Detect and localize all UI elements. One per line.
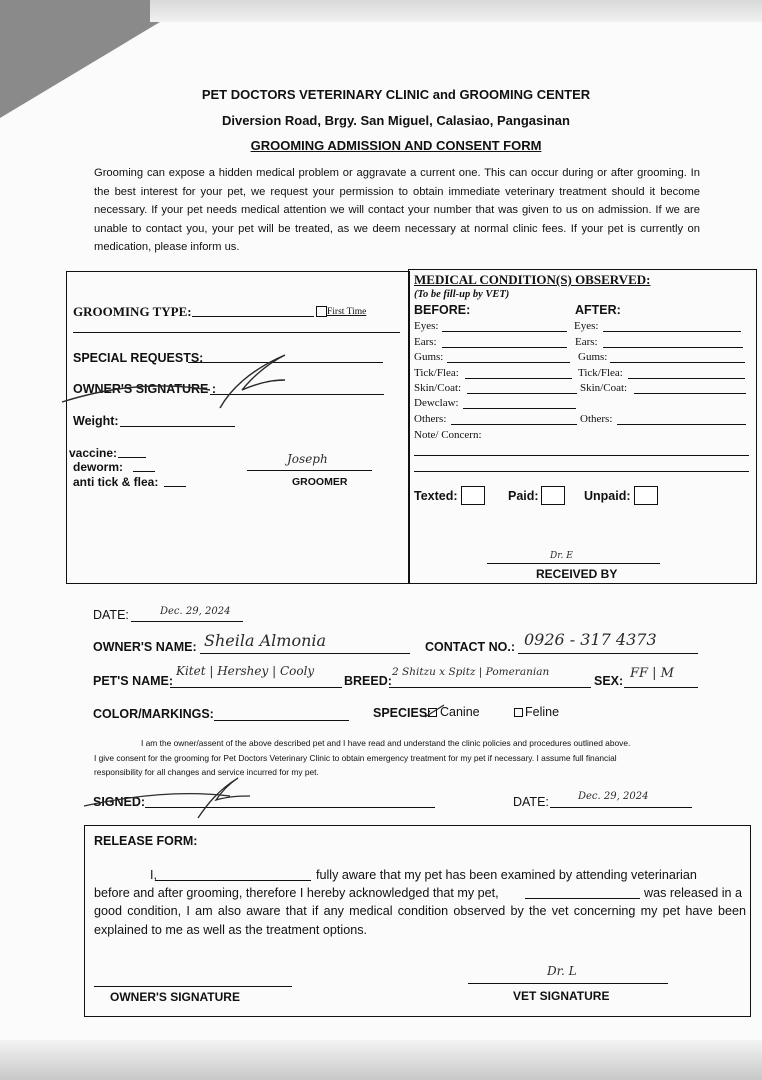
release-pet-field[interactable] bbox=[525, 898, 640, 899]
contact-value: 0926 - 317 4373 bbox=[524, 630, 657, 649]
received-by-line bbox=[487, 563, 660, 564]
vaccine-field[interactable] bbox=[118, 457, 146, 458]
after-skincoat-field[interactable] bbox=[634, 393, 746, 394]
before-tickflea-field[interactable] bbox=[465, 378, 572, 379]
pet-name-label: PET'S NAME: bbox=[93, 674, 174, 688]
anti-tick-field[interactable] bbox=[164, 486, 186, 487]
before-ears: Ears: bbox=[414, 336, 437, 348]
after-others-field[interactable] bbox=[617, 424, 746, 425]
clinic-name: PET DOCTORS VETERINARY CLINIC and GROOMING CENTER bbox=[201, 87, 591, 102]
contact-field[interactable] bbox=[518, 653, 698, 654]
after-ears-field[interactable] bbox=[603, 347, 743, 348]
grooming-type-label: GROOMING TYPE: bbox=[73, 304, 192, 319]
first-time-checkbox[interactable] bbox=[316, 306, 327, 317]
after-others: Others: bbox=[580, 413, 613, 425]
consent-date-label: DATE: bbox=[513, 795, 549, 809]
owner-signature-scribble bbox=[60, 350, 300, 415]
consent-line-2: I give consent for the grooming for Pet Doctors Veterinary Clinic to obtain emergency treatment for my pet if necessary. I assume full financial bbox=[94, 753, 617, 763]
release-text-c: before and after grooming, therefore I hereby acknowledged that my pet, bbox=[94, 886, 499, 900]
feline-checkbox[interactable] bbox=[514, 708, 523, 717]
sex-label: SEX: bbox=[594, 674, 624, 688]
after-eyes-field[interactable] bbox=[603, 331, 741, 332]
release-text-e: good condition, I am also aware that if any medical condition observed by the vet concerning my pet have been explained to me as well as the treatment options. bbox=[94, 904, 746, 937]
before-gums: Gums: bbox=[414, 351, 444, 363]
before-eyes-field[interactable] bbox=[442, 331, 567, 332]
form-title: GROOMING ADMISSION AND CONSENT FORM bbox=[250, 138, 542, 153]
before-skincoat-field[interactable] bbox=[467, 393, 577, 394]
deworm-field[interactable] bbox=[133, 471, 155, 472]
vet-signature: Dr. L bbox=[547, 964, 577, 978]
deworm-label: deworm: bbox=[73, 460, 124, 474]
clinic-address: Diversion Road, Brgy. San Miguel, Calasiao, Pangasinan bbox=[222, 113, 570, 128]
before-ears-field[interactable] bbox=[442, 347, 567, 348]
before-dewclaw-field[interactable] bbox=[463, 408, 576, 409]
vaccine-label: vaccine: bbox=[69, 446, 118, 460]
before-skincoat: Skin/Coat: bbox=[414, 382, 462, 394]
special-requests-label: SPECIAL REQUESTS: bbox=[73, 351, 204, 365]
unpaid-label: Unpaid: bbox=[584, 489, 631, 503]
sex-field[interactable] bbox=[624, 687, 698, 688]
species-label: SPECIES: bbox=[373, 706, 432, 720]
breed-value: 2 Shitzu x Spitz | Pomeranian bbox=[392, 666, 550, 678]
grooming-type-field[interactable] bbox=[192, 316, 314, 317]
owner-name-field[interactable] bbox=[200, 653, 410, 654]
after-eyes: Eyes: bbox=[574, 320, 599, 332]
breed-field[interactable] bbox=[389, 687, 591, 688]
consent-date-value: Dec. 29, 2024 bbox=[578, 791, 649, 802]
release-vet-sig-label: VET SIGNATURE bbox=[513, 989, 610, 1003]
signed-label: SIGNED: bbox=[93, 795, 146, 809]
release-text-b: fully aware that my pet has been examined by attending veterinarian bbox=[316, 868, 697, 882]
note-label: Note/ Concern: bbox=[414, 429, 482, 441]
received-by-label: RECEIVED BY bbox=[536, 567, 618, 581]
release-vet-sig-line[interactable] bbox=[468, 983, 668, 984]
intro-paragraph: Grooming can expose a hidden medical problem or aggravate a current one. This can occur during or after grooming. In the best interest for your pet, we request your permission to obtain immediate veterinary treatment should it become necessary. If your pet needs medical attention we will contact your number that was given to us on admission. If we are unable to contact you, your pet will be treated, as we deem necessary at normal clinic fees. If your pet is currently on medication, please inform us. bbox=[94, 167, 700, 254]
before-header: BEFORE: bbox=[414, 303, 471, 317]
release-text-a: I, bbox=[150, 868, 157, 882]
anti-tick-label: anti tick & flea: bbox=[73, 475, 159, 489]
release-name-field[interactable] bbox=[155, 880, 311, 881]
release-title: RELEASE FORM: bbox=[94, 834, 198, 848]
release-owner-sig-line[interactable] bbox=[94, 986, 292, 987]
sex-value: FF | M bbox=[630, 666, 674, 681]
breed-label: BREED: bbox=[344, 674, 392, 688]
signed-signature-scribble bbox=[80, 772, 260, 822]
groomer-sig-line bbox=[247, 470, 372, 471]
texted-checkbox[interactable] bbox=[461, 486, 485, 505]
before-gums-field[interactable] bbox=[447, 362, 570, 363]
after-skincoat: Skin/Coat: bbox=[580, 382, 628, 394]
page-edge-shadow bbox=[150, 0, 762, 22]
weight-label: Weight: bbox=[73, 414, 119, 428]
before-eyes: Eyes: bbox=[414, 320, 439, 332]
owner-name-label: OWNER'S NAME: bbox=[93, 640, 197, 654]
grooming-type-line-2[interactable] bbox=[73, 332, 400, 333]
unpaid-checkbox[interactable] bbox=[634, 486, 658, 505]
date-label: DATE: bbox=[93, 608, 129, 622]
feline-label: Feline bbox=[525, 705, 560, 719]
after-header: AFTER: bbox=[575, 303, 621, 317]
before-tickflea: Tick/Flea: bbox=[414, 367, 459, 379]
note-line-1[interactable] bbox=[414, 455, 749, 456]
consent-line-1: I am the owner/assent of the above described pet and I have read and understand the clinic policies and procedures outlined above. bbox=[141, 738, 631, 748]
receiver-signature: Dr. E bbox=[550, 551, 573, 561]
color-field[interactable] bbox=[214, 720, 349, 721]
groomer-name: Joseph bbox=[287, 452, 328, 466]
before-dewclaw: Dewclaw: bbox=[414, 397, 459, 409]
paid-checkbox[interactable] bbox=[541, 486, 565, 505]
medical-subtitle: (To be fill-up by VET) bbox=[414, 289, 510, 300]
note-line-2[interactable] bbox=[414, 471, 749, 472]
after-gums-field[interactable] bbox=[610, 362, 745, 363]
pet-name-field[interactable] bbox=[170, 687, 342, 688]
canine-label: Canine bbox=[440, 705, 480, 719]
paid-label: Paid: bbox=[508, 489, 539, 503]
scan-bottom-edge bbox=[0, 1040, 762, 1080]
texted-label: Texted: bbox=[414, 489, 458, 503]
after-gums: Gums: bbox=[578, 351, 608, 363]
release-text-d: was released in a bbox=[644, 886, 743, 900]
date-value: Dec. 29, 2024 bbox=[160, 606, 231, 617]
weight-field[interactable] bbox=[120, 426, 235, 427]
consent-line-3: responsibility for all changes and service incurred for my pet. bbox=[94, 767, 319, 777]
first-time-label: First Time bbox=[327, 307, 367, 317]
owners-signature-label: OWNER'S SIGNATURE : bbox=[73, 382, 217, 396]
before-others: Others: bbox=[414, 413, 447, 425]
pet-name-value: Kitet | Hershey | Cooly bbox=[176, 664, 315, 678]
after-tickflea: Tick/Flea: bbox=[578, 367, 623, 379]
color-label: COLOR/MARKINGS: bbox=[93, 707, 214, 721]
release-owner-sig-label: OWNER'S SIGNATURE bbox=[110, 990, 240, 1004]
consent-date-field[interactable] bbox=[550, 807, 692, 808]
after-tickflea-field[interactable] bbox=[628, 378, 745, 379]
after-ears: Ears: bbox=[575, 336, 598, 348]
contact-label: CONTACT NO.: bbox=[425, 640, 516, 654]
before-others-field[interactable] bbox=[451, 424, 577, 425]
groomer-label: GROOMER bbox=[292, 476, 348, 488]
date-field[interactable] bbox=[131, 621, 243, 622]
owner-name-value: Sheila Almonia bbox=[204, 631, 327, 650]
medical-title: MEDICAL CONDITION(S) OBSERVED: bbox=[414, 272, 651, 287]
